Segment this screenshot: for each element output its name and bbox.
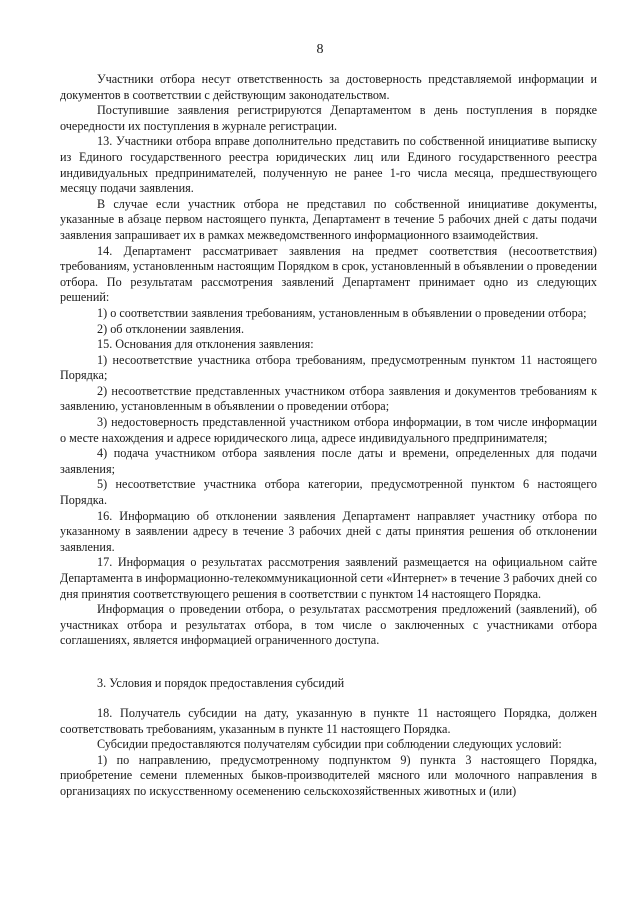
paragraph-item-14: 14. Департамент рассматривает заявления на предмет соответствия (несоответствия) требованиям, установленным настоящим Порядком в срок, установленный в объявлении о проведении отбора. По результатам рассмотрения заявлений Департамент принимает одно из следующих решений: <box>60 243 597 305</box>
paragraph-item-13: 13. Участники отбора вправе дополнительно представить по собственной инициативе выписку из Единого государственного реестра юридических лиц или Единого государственного реестра индивидуальных предпринимателей, полученную не ранее 1-го числа месяца, предшествующего месяцу подачи заявления. <box>60 134 597 196</box>
page-number: 8 <box>316 42 324 57</box>
paragraph-ground-5: 5) несоответствие участника отбора категории, предусмотренной пунктом 6 настоящего Порядка. <box>60 477 597 508</box>
paragraph-item-16: 16. Информацию об отклонении заявления Департамент направляет участнику отбора по указанному в заявлении адресу в течение 3 рабочих дней с даты принятия решения об отклонении заявления. <box>60 508 597 554</box>
paragraph-ground-1: 1) несоответствие участника отбора требованиям, предусмотренным пунктом 11 настоящего Порядка; <box>60 352 597 383</box>
paragraph-applications-registration: Поступившие заявления регистрируются Департаментом в день поступления в порядке очередности их поступления в журнале регистрации. <box>60 103 597 133</box>
paragraph-interagency-request: В случае если участник отбора не представил по собственной инициативе документы, указанные в абзаце первом настоящего пункта, Департамент в течение 5 рабочих дней с даты подачи заявления запрашивает их в рамках межведомственного информационного взаимодействия. <box>60 196 597 242</box>
paragraph-item-18: 18. Получатель субсидии на дату, указанную в пункте 11 настоящего Порядка, должен соответствовать требованиям, указанным в пункте 11 настоящего Порядка. <box>60 705 597 736</box>
paragraph-ground-3: 3) недостоверность представленной участником отбора информации, в том числе информации о месте нахождения и адресе юридического лица, адресе индивидуального предпринимателя; <box>60 415 597 445</box>
paragraph-decision-2: 2) об отклонении заявления. <box>97 321 245 336</box>
paragraph-condition-1: 1) по направлению, предусмотренному подпунктом 9) пункта 3 настоящего Порядка, приобретение семени племенных быков-производителей мясного или молочного направления в организациях по искусственному осеменению сельскохозяйственных животных и (или) <box>60 752 597 798</box>
paragraph-decision-1: 1) о соответствии заявления требованиям, установленным в объявлении о проведении отбора; <box>97 305 587 320</box>
paragraph-ground-2: 2) несоответствие представленных участником отбора заявления и документов требованиям к заявлению, установленным в объявлении о проведении отбора; <box>60 383 597 414</box>
paragraph-ground-4: 4) подача участником отбора заявления после даты и времени, определенных для подачи заявления; <box>60 446 597 476</box>
paragraph-item-15: 15. Основания для отклонения заявления: <box>97 337 314 352</box>
paragraph-participants-responsibility: Участники отбора несут ответственность за достоверность представляемой информации и документов в соответствии с действующим законодательством. <box>60 72 597 102</box>
paragraph-item-17: 17. Информация о результатах рассмотрения заявлений размещается на официальном сайте Департамента в информационно-телекоммуникационной сети «Интернет» в течение 3 рабочих дней со дня принятия соответствующего решения в соответствии с пунктом 14 настоящего Порядка. <box>60 555 597 601</box>
paragraph-restricted-information: Информация о проведении отбора, о результатах рассмотрения предложений (заявлений), об участниках отбора и результатах отбора, в том числе о заключенных с участниками отбора соглашениях, является информацией ограниченного доступа. <box>60 602 597 648</box>
section-heading: 3. Условия и порядок предоставления субсидий <box>97 675 345 690</box>
document-body <box>60 72 597 800</box>
paragraph-subsidy-conditions: Субсидии предоставляются получателям субсидии при соблюдении следующих условий: <box>97 737 562 752</box>
